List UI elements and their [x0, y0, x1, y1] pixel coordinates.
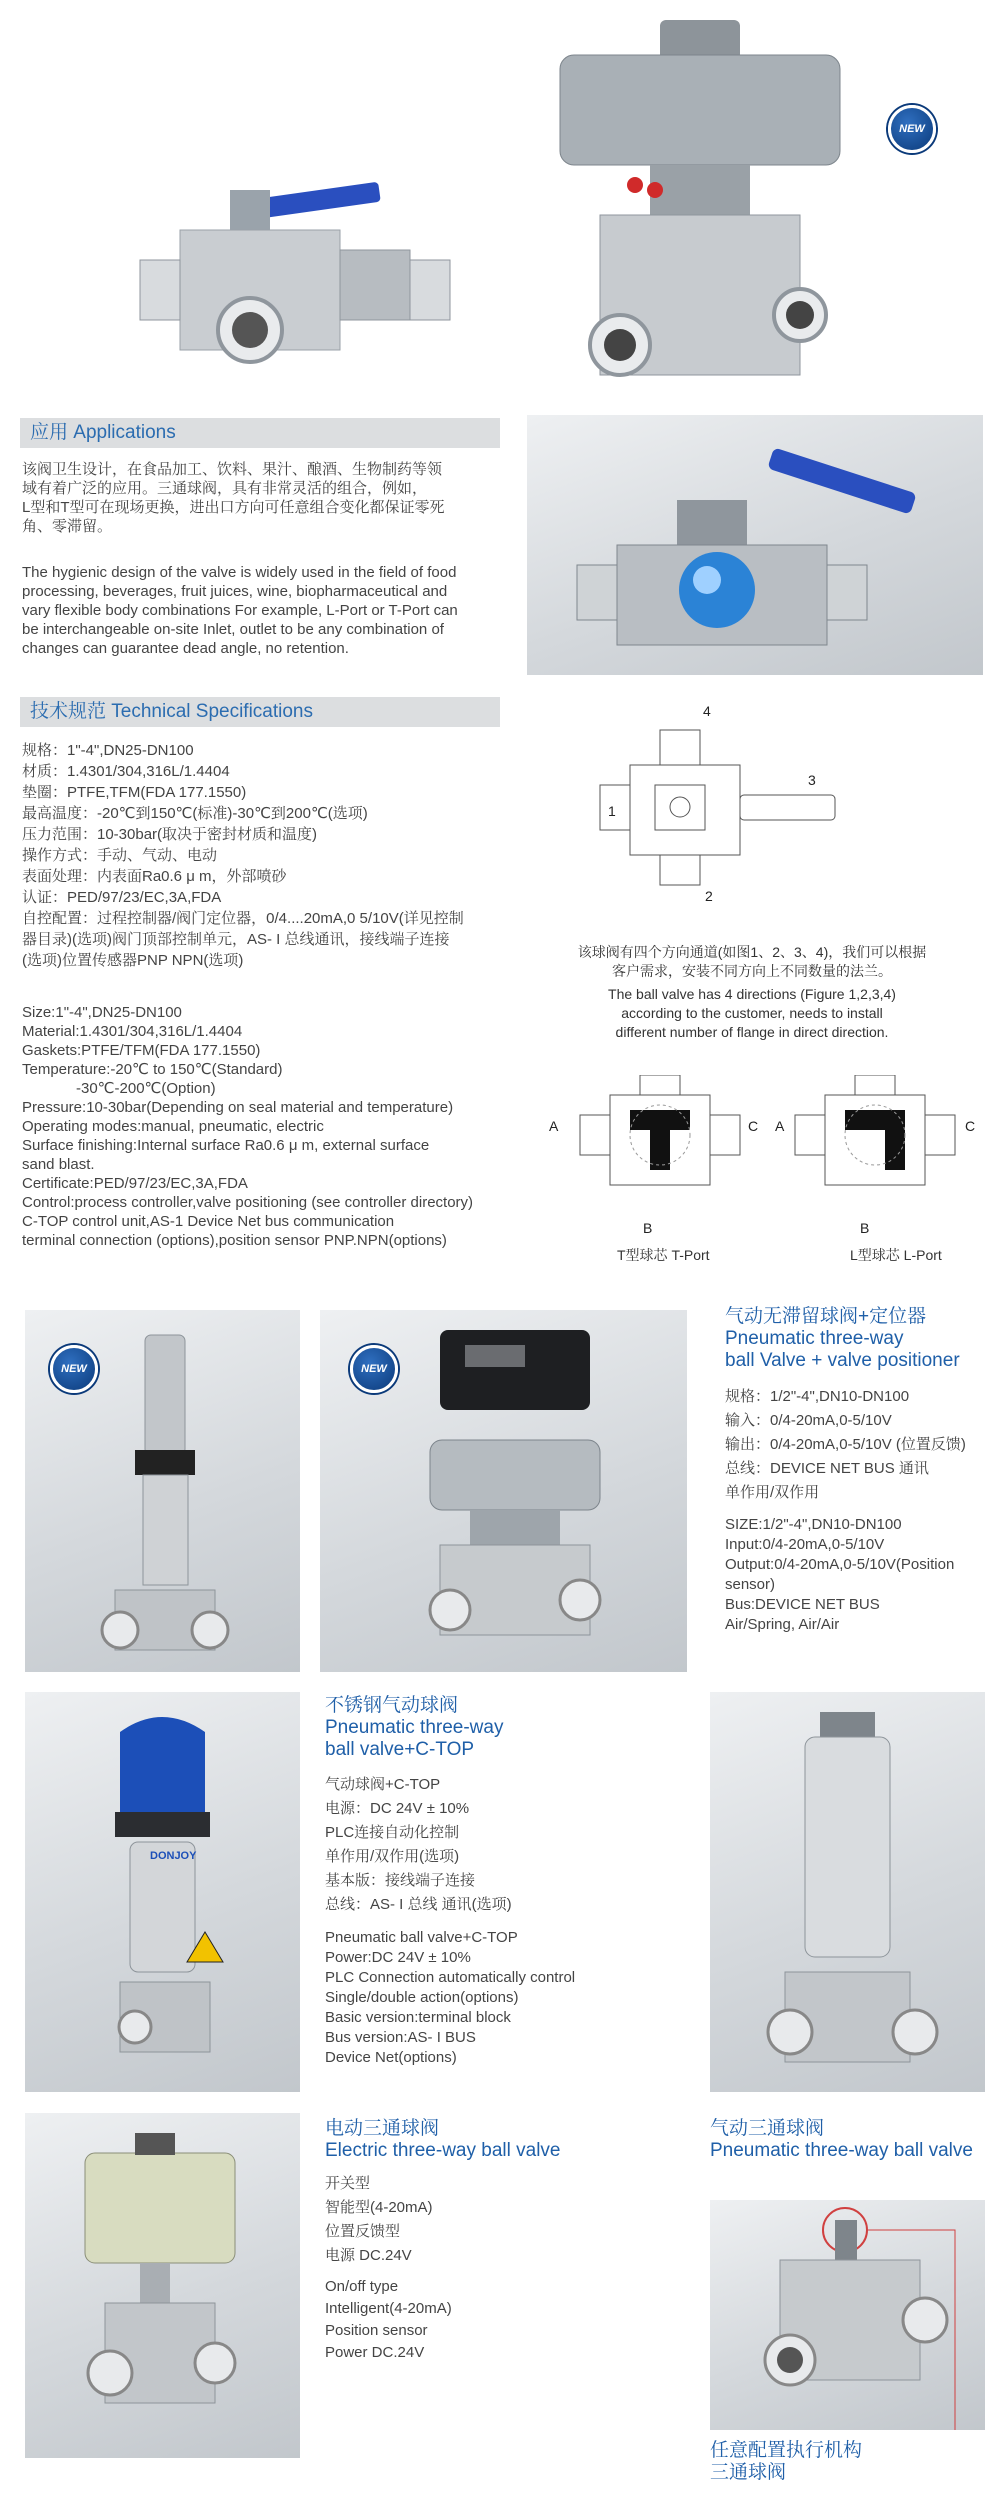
text-line: 自控配置：过程控制器/阀门定位器，0/4....20mA,0 5/10V(详见控制: [22, 910, 464, 927]
spec-line: 总线：DEVICE NET BUS 通讯: [725, 1460, 929, 1477]
electric-valve-specs-cn: [325, 2172, 433, 2268]
positioner-valve-title: [725, 1306, 960, 1372]
pneumatic-three-way-title: [710, 2118, 973, 2162]
l-port-caption: L型球芯 L-Port: [850, 1247, 942, 1263]
title-cn: 气动无滞留球阀+定位器: [725, 1306, 927, 1327]
text-line: vary flexible body combinations For example, L-Port or T-Port can: [22, 602, 458, 619]
spec-line: Input:0/4-20mA,0-5/10V: [725, 1536, 885, 1553]
spec-line: 单作用/双作用: [725, 1484, 820, 1501]
diagram-number-4: 4: [703, 703, 711, 719]
spec-line: 位置反馈型: [325, 2223, 401, 2240]
spec-line: Bus:DEVICE NET BUS: [725, 1596, 880, 1613]
tech-specs-cn-text: [22, 740, 512, 971]
brand-logo: DONJOY: [150, 1850, 197, 1862]
spec-line: Device Net(options): [325, 2049, 457, 2066]
text-line: 规格：1"-4",DN25-DN100: [22, 742, 194, 759]
spec-line: Single/double action(options): [325, 1989, 519, 2006]
spec-line: Intelligent(4-20mA): [325, 2300, 452, 2317]
electric-valve-title: [325, 2118, 560, 2162]
title-cn: 不锈钢气动球阀: [325, 1695, 459, 1716]
l-port-label-c: C: [965, 1118, 976, 1134]
text-line: 表面处理：内表面Ra0.6 μ m，外部喷砂: [22, 868, 287, 885]
t-port-label-a: A: [549, 1118, 559, 1134]
text-line: Control:process controller,valve positioning (see controller directory): [22, 1194, 474, 1211]
l-port-label-a: A: [775, 1118, 785, 1134]
text-line: processing, beverages, fruit juices, wine, biopharmaceutical and: [22, 583, 448, 600]
c-top-valve-specs-cn: [325, 1773, 512, 1917]
t-port-caption: T型球芯 T-Port: [617, 1247, 710, 1263]
spec-line: Basic version:terminal block: [325, 2009, 511, 2026]
text-line: Surface finishing:Internal surface Ra0.6 μ m, external surface: [22, 1137, 430, 1154]
text-line: 操作方式：手动、气动、电动: [22, 847, 218, 864]
pneumatic-cylinder-valve-photo: [710, 1692, 985, 2092]
new-badge: NEW: [350, 1345, 398, 1393]
text-line: according to the customer, needs to install: [621, 1005, 883, 1021]
text-line: different number of flange in direct direction.: [615, 1024, 889, 1040]
spec-line: Bus version:AS- I BUS: [325, 2029, 476, 2046]
manual-three-way-valve-photo: [120, 130, 490, 380]
diagram-description-en: [527, 985, 977, 1042]
spec-line: On/off type: [325, 2278, 399, 2295]
text-line: The ball valve has 4 directions (Figure 1,2,3,4): [608, 986, 896, 1002]
title-en: Electric three-way ball valve: [325, 2140, 561, 2161]
spec-line: 规格：1/2"-4",DN10-DN100: [725, 1388, 910, 1405]
spec-line: PLC连接自动化控制: [325, 1824, 460, 1841]
c-top-valve-title: [325, 1695, 503, 1761]
text-line: The hygienic design of the valve is widely used in the field of food: [22, 564, 457, 581]
electric-valve-photo: [25, 2113, 300, 2458]
title-en: Pneumatic three-way: [325, 1717, 504, 1738]
cutaway-valve-photo: [527, 415, 983, 675]
tech-specs-heading: 技术规范 Technical Specifications: [20, 697, 500, 727]
spec-line: 基本版：接线端子连接: [325, 1872, 476, 1889]
t-port-label-b: B: [643, 1220, 653, 1236]
four-direction-diagram: [590, 700, 850, 900]
spec-line: Position sensor: [325, 2322, 428, 2339]
positioner-valve-specs-en: [725, 1515, 954, 1635]
text-line: -30℃-200℃(Option): [76, 1080, 216, 1097]
text-line: 压力范围：10-30bar(取决于密封材质和温度): [22, 826, 318, 843]
applications-heading: 应用 Applications: [20, 418, 500, 448]
title-en: Pneumatic three-way: [725, 1328, 904, 1349]
pneumatic-actuated-valve-photo: [540, 15, 860, 395]
caption-line: 三通球阀: [710, 2462, 787, 2483]
text-line: (选项)位置传感器PNP NPN(选项): [22, 952, 244, 969]
text-line: 客户需求，安装不同方向上不同数量的法兰。: [612, 963, 892, 979]
spec-line: 电源：DC 24V ± 10%: [325, 1800, 470, 1817]
spec-line: 气动球阀+C-TOP: [325, 1776, 441, 1793]
text-line: 该阀卫生设计，在食品加工、饮料、果汁、酿酒、生物制药等领: [22, 461, 443, 478]
spec-line: 电源 DC.24V: [325, 2247, 412, 2264]
text-line: 角、零滞留。: [22, 518, 113, 535]
spec-line: 总线：AS- I 总线 通讯(选项): [325, 1896, 512, 1913]
diagram-number-2: 2: [705, 888, 713, 904]
spec-line: PLC Connection automatically control: [325, 1969, 576, 1986]
text-line: 认证：PED/97/23/EC,3A,FDA: [22, 889, 222, 906]
text-line: 器目录)(选项)阀门顶部控制单元，AS- I 总线通讯，接线端子连接: [22, 931, 450, 948]
t-port-label-c: C: [748, 1118, 759, 1134]
spec-line: Pneumatic ball valve+C-TOP: [325, 1929, 518, 1946]
text-line: be interchangeable on-site Inlet, outlet to be any combination of: [22, 621, 444, 638]
text-line: C-TOP control unit,AS-1 Device Net bus communication: [22, 1213, 395, 1230]
text-line: terminal connection (options),position sensor PNP.NPN(options): [22, 1232, 447, 1249]
text-line: changes can guarantee dead angle, no retention.: [22, 640, 349, 657]
diagram-number-1: 1: [608, 803, 616, 819]
text-line: Certificate:PED/97/23/EC,3A,FDA: [22, 1175, 248, 1192]
new-badge: NEW: [50, 1345, 98, 1393]
text-line: Operating modes:manual, pneumatic, electric: [22, 1118, 324, 1135]
text-line: Gaskets:PTFE/TFM(FDA 177.1550): [22, 1042, 261, 1059]
text-line: Pressure:10-30bar(Depending on seal material and temperature): [22, 1099, 454, 1116]
title-en: ball valve+C-TOP: [325, 1739, 475, 1760]
spec-line: sensor): [725, 1576, 776, 1593]
spec-line: 输入：0/4-20mA,0-5/10V: [725, 1412, 892, 1429]
electric-valve-specs-en: [325, 2276, 452, 2364]
applications-en-text: [22, 563, 502, 658]
custom-actuator-caption: [710, 2440, 862, 2484]
title-en: ball Valve + valve positioner: [725, 1350, 960, 1371]
new-badge: NEW: [888, 105, 936, 153]
text-line: 域有着广泛的应用。三通球阀，具有非常灵活的组合，例如，: [22, 480, 428, 497]
spec-line: 输出：0/4-20mA,0-5/10V (位置反馈): [725, 1436, 966, 1453]
title-cn: 电动三通球阀: [325, 2118, 440, 2139]
text-line: 材质：1.4301/304,316L/1.4404: [22, 763, 230, 780]
t-port-diagram: [575, 1075, 745, 1205]
tech-specs-en-text: [22, 1003, 512, 1250]
c-top-valve-specs-en: [325, 1928, 575, 2068]
spec-line: Power:DC 24V ± 10%: [325, 1949, 471, 1966]
title-en: Pneumatic three-way ball valve: [710, 2140, 973, 2161]
text-line: 该球阀有四个方向通道(如图1、2、3、4)，我们可以根据: [577, 944, 927, 960]
spec-line: 开关型: [325, 2175, 371, 2192]
applications-cn-text: [22, 460, 502, 536]
spec-line: 智能型(4-20mA): [325, 2199, 433, 2216]
spec-line: Output:0/4-20mA,0-5/10V(Position: [725, 1556, 955, 1573]
text-line: L型和T型可在现场更换，进出口方向可任意组合变化都保证零死: [22, 499, 445, 516]
c-top-valve-photo: [25, 1692, 300, 2092]
spec-line: Air/Spring, Air/Air: [725, 1616, 840, 1633]
spec-line: Power DC.24V: [325, 2344, 425, 2361]
diagram-description-cn: [527, 943, 977, 981]
l-port-label-b: B: [860, 1220, 870, 1236]
text-line: Temperature:-20℃ to 150℃(Standard): [22, 1061, 283, 1078]
custom-actuator-valve-photo: [710, 2200, 985, 2430]
diagram-number-3: 3: [808, 772, 816, 788]
positioner-valve-specs-cn: [725, 1385, 966, 1505]
l-port-diagram: [790, 1075, 960, 1205]
text-line: 最高温度：-20℃到150℃(标准)-30℃到200℃(选项): [22, 805, 368, 822]
text-line: 垫圈：PTFE,TFM(FDA 177.1550): [22, 784, 247, 801]
spec-line: SIZE:1/2"-4",DN10-DN100: [725, 1516, 902, 1533]
title-cn: 气动三通球阀: [710, 2118, 825, 2139]
text-line: Material:1.4301/304,316L/1.4404: [22, 1023, 243, 1040]
spec-line: 单作用/双作用(选项): [325, 1848, 460, 1865]
caption-line: 任意配置执行机构: [710, 2440, 863, 2461]
text-line: Size:1"-4",DN25-DN100: [22, 1004, 182, 1021]
text-line: sand blast.: [22, 1156, 95, 1173]
